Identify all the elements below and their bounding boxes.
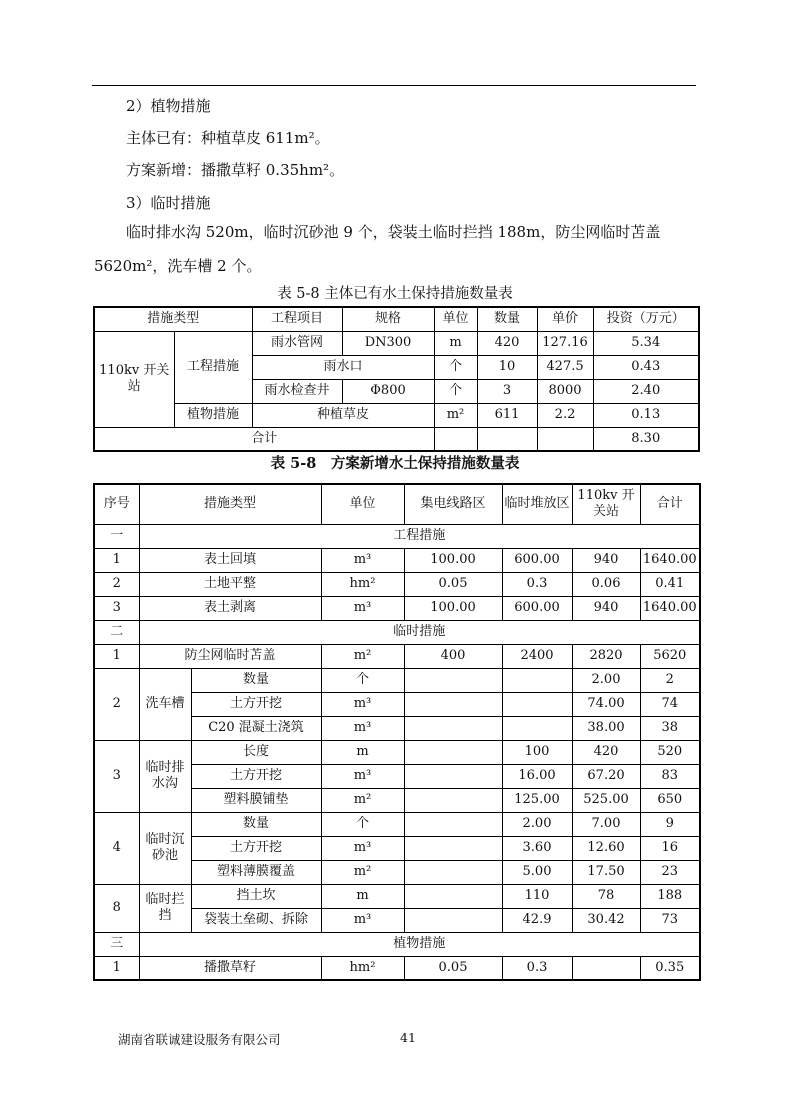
table-row <box>94 331 699 355</box>
cell-unit: m² <box>321 644 404 668</box>
table1-header-row <box>94 307 699 331</box>
cell-invest: 0.13 <box>593 403 699 427</box>
cell-a: 0.05 <box>404 956 502 980</box>
cell-group-name: 临时排水沟 <box>139 740 191 812</box>
cell-b: 2.00 <box>502 812 572 836</box>
section-no: 三 <box>94 932 139 956</box>
table-row <box>94 956 700 980</box>
cell-c: 30.42 <box>572 908 640 932</box>
cell-b <box>502 716 572 740</box>
cell-price: 8000 <box>537 379 593 403</box>
cell-sub: 挡土坎 <box>191 884 321 908</box>
th-spec: 规格 <box>342 307 434 331</box>
cell-unit: m³ <box>321 764 404 788</box>
section-row <box>94 524 700 548</box>
cell-b <box>502 692 572 716</box>
cell-b: 110 <box>502 884 572 908</box>
section-no: 二 <box>94 620 139 644</box>
cell-no: 2 <box>94 668 139 740</box>
cell-c: 2820 <box>572 644 640 668</box>
th-area-b: 临时堆放区 <box>502 484 572 524</box>
section-row <box>94 932 700 956</box>
cell-name: 表土剥离 <box>139 596 321 620</box>
table2-caption: 表 5-8 方案新增水土保持措施数量表 <box>270 455 520 472</box>
cell-a: 0.05 <box>404 572 502 596</box>
cell-name: 表土回填 <box>139 548 321 572</box>
table-row <box>94 740 700 764</box>
cell-unit: m³ <box>321 596 404 620</box>
cell-unit: m <box>321 740 404 764</box>
cell-b: 600.00 <box>502 596 572 620</box>
cell-no: 4 <box>94 812 139 884</box>
cell-sub: 袋装土垒砌、拆除 <box>191 908 321 932</box>
th-unit: 单位 <box>321 484 404 524</box>
cell-a <box>404 812 502 836</box>
cell-unit: hm² <box>321 956 404 980</box>
cell-unit: m <box>321 884 404 908</box>
total-label: 合计 <box>94 427 434 451</box>
cell-unit: m³ <box>321 836 404 860</box>
cell-qty: 10 <box>477 355 537 379</box>
para-new-seeding: 方案新增：播撒草籽 0.35hm²。 <box>126 161 345 179</box>
cell-sub: 土方开挖 <box>191 764 321 788</box>
table-row <box>94 644 700 668</box>
subgroup-engineering: 工程措施 <box>174 331 252 403</box>
cell-b: 100 <box>502 740 572 764</box>
cell-total: 2 <box>640 668 700 692</box>
cell-total: 9 <box>640 812 700 836</box>
cell-no: 1 <box>94 548 139 572</box>
cell-unit: m² <box>321 860 404 884</box>
cell-spec: Φ800 <box>342 379 434 403</box>
th-qty: 数量 <box>477 307 537 331</box>
th-area-c: 110kv 开关站 <box>572 484 640 524</box>
cell-unit: 个 <box>434 379 477 403</box>
empty-cell <box>537 427 593 451</box>
cell-b: 16.00 <box>502 764 572 788</box>
th-no: 序号 <box>94 484 139 524</box>
cell-c: 78 <box>572 884 640 908</box>
cell-sub: 土方开挖 <box>191 692 321 716</box>
empty-cell <box>477 427 537 451</box>
cell-a: 100.00 <box>404 548 502 572</box>
group-switch-station: 110kv 开关站 <box>94 331 174 427</box>
table-row <box>94 548 700 572</box>
cell-b: 600.00 <box>502 548 572 572</box>
cell-no: 1 <box>94 644 139 668</box>
empty-cell <box>434 427 477 451</box>
cell-a <box>404 908 502 932</box>
section-name: 临时措施 <box>139 620 700 644</box>
cell-a <box>404 668 502 692</box>
page-number: 41 <box>400 1030 416 1045</box>
cell-a <box>404 716 502 740</box>
cell-b: 3.60 <box>502 836 572 860</box>
cell-b <box>502 668 572 692</box>
cell-b: 0.3 <box>502 956 572 980</box>
section-name: 植物措施 <box>139 932 700 956</box>
cell-price: 127.16 <box>537 331 593 355</box>
cell-unit: m² <box>321 788 404 812</box>
cell-unit: m² <box>434 403 477 427</box>
cell-c: 67.20 <box>572 764 640 788</box>
cell-item: 雨水管网 <box>252 331 342 355</box>
cell-c: 940 <box>572 596 640 620</box>
cell-qty: 611 <box>477 403 537 427</box>
table-row <box>94 403 699 427</box>
cell-total: 83 <box>640 764 700 788</box>
th-total: 合计 <box>640 484 700 524</box>
cell-total: 0.35 <box>640 956 700 980</box>
cell-name: 播撒草籽 <box>139 956 321 980</box>
th-measure-type: 措施类型 <box>94 307 252 331</box>
para-existing-turf: 主体已有：种植草皮 611m²。 <box>126 129 330 147</box>
cell-total: 23 <box>640 860 700 884</box>
cell-unit: m³ <box>321 548 404 572</box>
th-invest: 投资（万元） <box>593 307 699 331</box>
cell-c: 525.00 <box>572 788 640 812</box>
section-name: 工程措施 <box>139 524 700 548</box>
table-row <box>94 884 700 908</box>
cell-group-name: 临时拦挡 <box>139 884 191 932</box>
section-row <box>94 620 700 644</box>
cell-c: 7.00 <box>572 812 640 836</box>
cell-unit: m <box>434 331 477 355</box>
cell-c: 420 <box>572 740 640 764</box>
cell-unit: m³ <box>321 716 404 740</box>
cell-unit: m³ <box>321 908 404 932</box>
cell-b: 42.9 <box>502 908 572 932</box>
cell-total: 520 <box>640 740 700 764</box>
cell-total: 16 <box>640 836 700 860</box>
cell-total: 38 <box>640 716 700 740</box>
para-temp-summary: 临时排水沟 520m，临时沉砂池 9 个，袋装土临时拦挡 188m，防尘网临时苫盖 5620m²，洗车槽 2 个。 <box>94 223 661 275</box>
cell-c: 17.50 <box>572 860 640 884</box>
cell-sub: 土方开挖 <box>191 836 321 860</box>
cell-a <box>404 860 502 884</box>
cell-no: 3 <box>94 740 139 812</box>
cell-sub: 塑料膜铺垫 <box>191 788 321 812</box>
cell-b: 5.00 <box>502 860 572 884</box>
cell-name: 防尘网临时苫盖 <box>139 644 321 668</box>
cell-c: 74.00 <box>572 692 640 716</box>
table2-header-row <box>94 484 700 524</box>
cell-unit: 个 <box>321 668 404 692</box>
subgroup-vegetation: 植物措施 <box>174 403 252 427</box>
table-row <box>94 668 700 692</box>
cell-sub: 数量 <box>191 812 321 836</box>
cell-a <box>404 836 502 860</box>
cell-sub: 塑料薄膜覆盖 <box>191 860 321 884</box>
cell-b: 125.00 <box>502 788 572 812</box>
cell-unit: hm² <box>321 572 404 596</box>
cell-total: 650 <box>640 788 700 812</box>
cell-total: 0.41 <box>640 572 700 596</box>
cell-a <box>404 740 502 764</box>
cell-sub: 数量 <box>191 668 321 692</box>
cell-spec: DN300 <box>342 331 434 355</box>
cell-a <box>404 884 502 908</box>
heading-plant-measures: 2）植物措施 <box>126 97 211 115</box>
th-area-a: 集电线路区 <box>404 484 502 524</box>
th-type: 措施类型 <box>139 484 321 524</box>
cell-invest: 5.34 <box>593 331 699 355</box>
cell-price: 427.5 <box>537 355 593 379</box>
table-row <box>94 572 700 596</box>
cell-total: 5620 <box>640 644 700 668</box>
cell-a <box>404 788 502 812</box>
cell-c: 0.06 <box>572 572 640 596</box>
cell-item: 雨水口 <box>252 355 434 379</box>
cell-group-name: 洗车槽 <box>139 668 191 740</box>
cell-b: 0.3 <box>502 572 572 596</box>
cell-a: 100.00 <box>404 596 502 620</box>
cell-b: 2400 <box>502 644 572 668</box>
cell-price: 2.2 <box>537 403 593 427</box>
new-measures-table <box>93 483 701 981</box>
table1-total-row <box>94 427 699 451</box>
cell-invest: 0.43 <box>593 355 699 379</box>
cell-item: 雨水检查井 <box>252 379 342 403</box>
cell-qty: 420 <box>477 331 537 355</box>
th-price: 单价 <box>537 307 593 331</box>
cell-total: 188 <box>640 884 700 908</box>
cell-item: 种植草皮 <box>252 403 434 427</box>
cell-total: 1640.00 <box>640 548 700 572</box>
cell-c: 940 <box>572 548 640 572</box>
cell-name: 土地平整 <box>139 572 321 596</box>
cell-no: 8 <box>94 884 139 932</box>
cell-total: 74 <box>640 692 700 716</box>
table-row <box>94 812 700 836</box>
total-value: 8.30 <box>593 427 699 451</box>
cell-invest: 2.40 <box>593 379 699 403</box>
cell-total: 73 <box>640 908 700 932</box>
table-row <box>94 596 700 620</box>
cell-c <box>572 956 640 980</box>
cell-unit: m³ <box>321 692 404 716</box>
header-rule <box>92 85 696 86</box>
cell-no: 1 <box>94 956 139 980</box>
footer-company: 湖南省联诚建设服务有限公司 <box>118 1032 281 1047</box>
cell-no: 2 <box>94 572 139 596</box>
cell-no: 3 <box>94 596 139 620</box>
cell-unit: 个 <box>321 812 404 836</box>
table1-caption: 表 5-8 主体已有水土保持措施数量表 <box>277 286 513 302</box>
cell-total: 1640.00 <box>640 596 700 620</box>
section-no: 一 <box>94 524 139 548</box>
cell-a <box>404 692 502 716</box>
cell-qty: 3 <box>477 379 537 403</box>
cell-c: 12.60 <box>572 836 640 860</box>
th-project: 工程项目 <box>252 307 342 331</box>
existing-measures-table <box>93 306 700 452</box>
heading-temp-measures: 3）临时措施 <box>126 194 211 212</box>
cell-c: 2.00 <box>572 668 640 692</box>
cell-sub: C20 混凝土浇筑 <box>191 716 321 740</box>
cell-a: 400 <box>404 644 502 668</box>
cell-a <box>404 764 502 788</box>
cell-unit: 个 <box>434 355 477 379</box>
cell-sub: 长度 <box>191 740 321 764</box>
cell-c: 38.00 <box>572 716 640 740</box>
cell-group-name: 临时沉砂池 <box>139 812 191 884</box>
th-unit: 单位 <box>434 307 477 331</box>
